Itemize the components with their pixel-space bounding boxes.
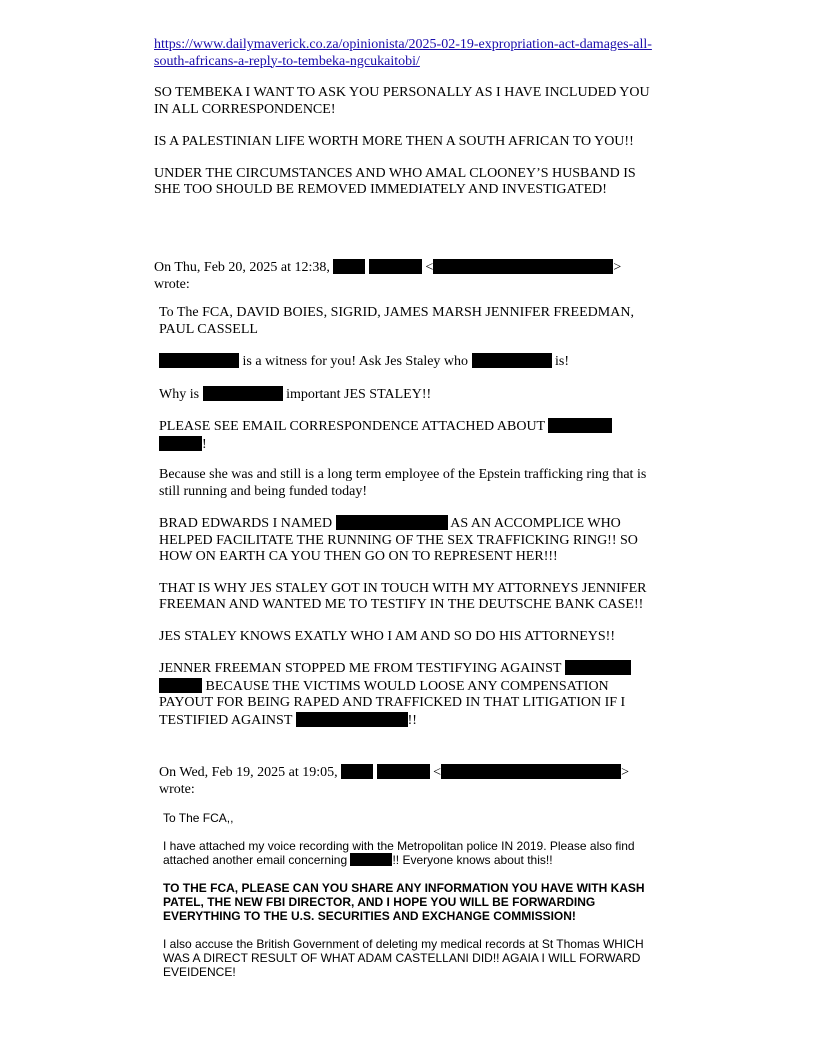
redacted-name <box>159 353 239 368</box>
redacted-sender-last <box>369 259 422 274</box>
jenner-end: !! <box>407 712 417 728</box>
palestinian-paragraph: IS A PALESTINIAN LIFE WORTH MORE THEN A SOUTH AFRICAN TO YOU!! <box>154 134 634 149</box>
angle-close: > <box>621 765 629 780</box>
why-paragraph <box>159 386 654 404</box>
redacted-name <box>159 678 202 693</box>
redacted-name <box>296 712 408 727</box>
witness-end: is! <box>555 354 570 369</box>
clooney-paragraph: UNDER THE CIRCUMSTANCES AND WHO AMAL CLOONEY’S HUSBAND IS SHE TOO SHOULD BE REMOVED IMMEDIATELY AND INVESTIGATED! <box>154 165 636 197</box>
angle-open: < <box>425 260 434 275</box>
quote2-wrote: wrote: <box>159 781 195 797</box>
redacted-name <box>472 353 552 368</box>
please-end: ! <box>202 436 207 452</box>
redacted-name <box>336 515 448 530</box>
quote1-header <box>154 259 644 293</box>
witness-paragraph <box>159 353 654 371</box>
redacted-name <box>159 436 202 451</box>
attached-paragraph <box>163 839 658 867</box>
quote2-date: On Wed, Feb 19, 2025 at 19:05, <box>159 765 338 780</box>
angle-close: > <box>613 260 622 275</box>
because-paragraph: Because she was and still is a long term employee of the Epstein trafficking ring that is still running and being funded today! <box>159 467 647 499</box>
top-message <box>154 85 659 199</box>
witness-text: is a witness for you! Ask Jes Staley who <box>242 354 469 369</box>
attached-end: !! Everyone knows about this!! <box>392 853 553 867</box>
accuse-paragraph: I also accuse the British Government of deleting my medical records at St Thomas WHICH WAS A DIRECT RESULT OF WHAT ADAM CASTELLANI DID!! AGAIA I WILL FORWARD EVEIDENCE! <box>163 937 644 979</box>
that-is-why-paragraph: THAT IS WHY JES STALEY GOT IN TOUCH WITH MY ATTORNEYS JENNIFER FREEMAN AND WANTED ME TO TESTIFY IN THE DEUTSCHE BANK CASE!! <box>159 580 647 612</box>
why-end: important JES STALEY!! <box>286 386 432 402</box>
fca-bold-paragraph: TO THE FCA, PLEASE CAN YOU SHARE ANY INFORMATION YOU HAVE WITH KASH PATEL, THE NEW FBI DIRECTOR, AND I HOPE YOU WILL BE FORWARDING EVERYTHING TO THE U.S. SECURITIES AND EXCHANGE COMMISSION! <box>163 881 645 923</box>
jes-knows-paragraph: JES STALEY KNOWS EXATLY WHO I AM AND SO DO HIS ATTORNEYS!! <box>159 628 615 644</box>
quote2-greeting: To The FCA,, <box>163 811 234 825</box>
redacted-sender-email <box>433 259 613 274</box>
redacted-name <box>350 853 392 866</box>
article-link[interactable]: https://www.dailymaverick.co.za/opinionista/2025-02-19-expropriation-act-damages-all-south-africans-a-reply-to-tembeka-ngcukaitobi/ <box>154 37 652 69</box>
brad-end: AS AN ACCOMPLICE WHO HELPED FACILITATE THE RUNNING OF THE SEX TRAFFICKING RING!! SO HOW ON EARTH CA YOU THEN GO ON TO REPRESENT HER!!! <box>159 516 638 564</box>
redacted-sender-email <box>441 764 621 779</box>
quote1-wrote: wrote: <box>154 276 190 292</box>
jenner-paragraph <box>159 660 654 729</box>
redacted-name <box>565 660 631 675</box>
angle-open: < <box>433 765 442 780</box>
redacted-name <box>203 386 283 401</box>
attached-start: I have attached my voice recording with the Metropolitan police IN 2019. Please also find attached another email concerning <box>163 839 635 867</box>
quote1-greeting: To The FCA, DAVID BOIES, SIGRID, JAMES MARSH JENNIFER FREEDMAN, PAUL CASSELL <box>159 305 634 337</box>
why-start: Why is <box>159 386 200 402</box>
please-see-text: PLEASE SEE EMAIL CORRESPONDENCE ATTACHED ABOUT <box>159 419 545 434</box>
redacted-sender-first <box>333 259 365 274</box>
jenner-start: JENNER FREEMAN STOPPED ME FROM TESTIFYING AGAINST <box>159 661 562 676</box>
quote2-body <box>163 811 658 979</box>
redacted-name <box>548 418 612 433</box>
brad-paragraph <box>159 515 654 566</box>
quote1-date: On Thu, Feb 20, 2025 at 12:38, <box>154 260 330 275</box>
quote1-body <box>159 305 654 729</box>
redacted-sender-first <box>341 764 373 779</box>
please-see-paragraph <box>159 418 654 453</box>
brad-start: BRAD EDWARDS I NAMED <box>159 516 333 531</box>
question-paragraph: SO TEMBEKA I WANT TO ASK YOU PERSONALLY AS I HAVE INCLUDED YOU IN ALL CORRESPONDENCE! <box>154 85 650 117</box>
redacted-sender-last <box>377 764 430 779</box>
quote2-header <box>159 764 649 798</box>
jenner-mid: BECAUSE THE VICTIMS WOULD LOOSE ANY COMPENSATION PAYOUT FOR BEING RAPED AND TRAFFICKED IN THAT LITIGATION IF I TESTIFIED AGAINST <box>159 678 626 728</box>
